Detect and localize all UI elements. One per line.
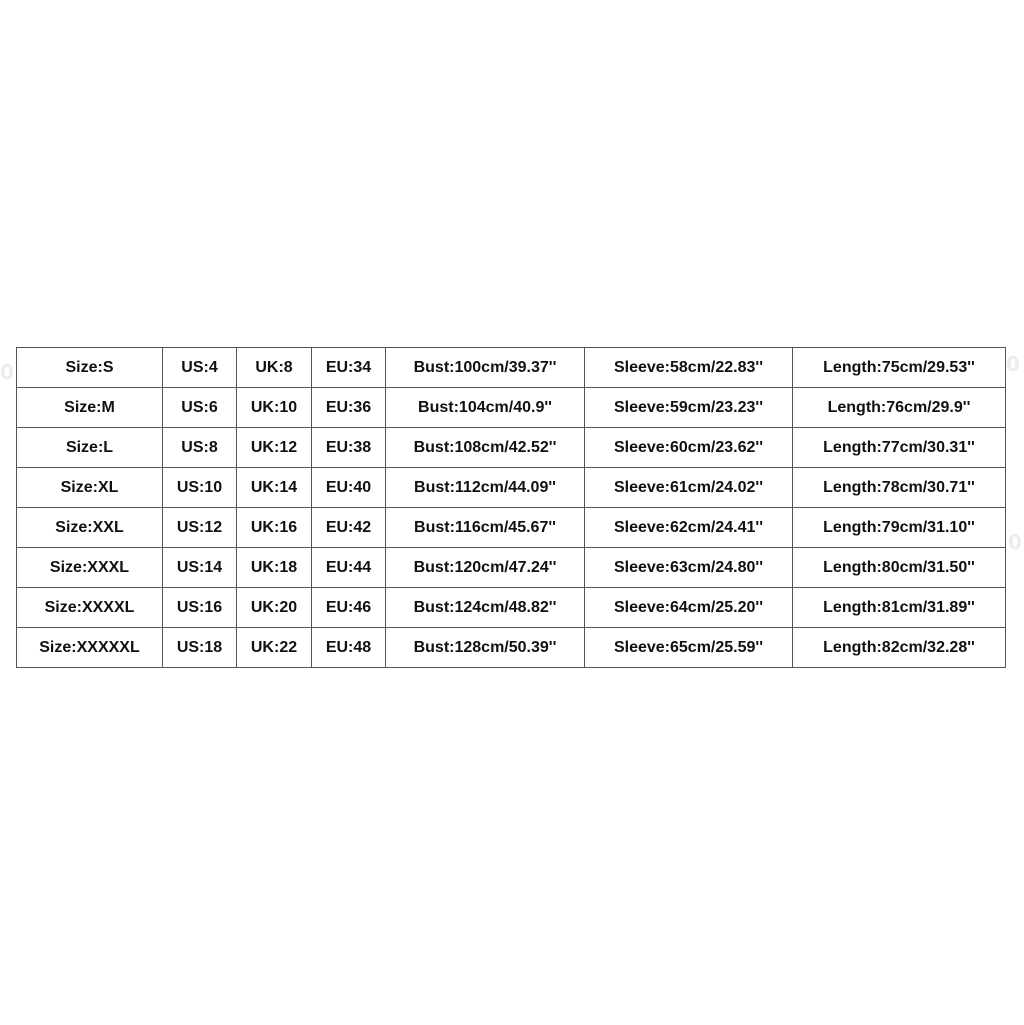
watermark-right: 0 <box>1008 530 1022 554</box>
cell-bust: Bust:104cm/40.9'' <box>386 388 585 428</box>
cell-size: Size:XXXXL <box>17 588 163 628</box>
cell-length: Length:78cm/30.71'' <box>793 468 1006 508</box>
table-row <box>17 588 1006 628</box>
cell-bust: Bust:120cm/47.24'' <box>386 548 585 588</box>
cell-eu: EU:46 <box>312 588 386 628</box>
cell-uk: UK:20 <box>237 588 312 628</box>
cell-length: Length:76cm/29.9'' <box>793 388 1006 428</box>
cell-us: US:16 <box>163 588 237 628</box>
cell-size: Size:L <box>17 428 163 468</box>
cell-bust: Bust:124cm/48.82'' <box>386 588 585 628</box>
table-row <box>17 348 1006 388</box>
size-chart-body <box>17 348 1006 668</box>
cell-uk: UK:16 <box>237 508 312 548</box>
cell-eu: EU:38 <box>312 428 386 468</box>
cell-length: Length:80cm/31.50'' <box>793 548 1006 588</box>
cell-uk: UK:12 <box>237 428 312 468</box>
cell-us: US:8 <box>163 428 237 468</box>
cell-size: Size:S <box>17 348 163 388</box>
cell-size: Size:XXXL <box>17 548 163 588</box>
cell-sleeve: Sleeve:65cm/25.59'' <box>585 628 793 668</box>
cell-us: US:14 <box>163 548 237 588</box>
cell-sleeve: Sleeve:63cm/24.80'' <box>585 548 793 588</box>
watermark-left: 0 <box>0 360 14 384</box>
table-row <box>17 628 1006 668</box>
cell-size: Size:XXL <box>17 508 163 548</box>
cell-uk: UK:10 <box>237 388 312 428</box>
cell-bust: Bust:116cm/45.67'' <box>386 508 585 548</box>
cell-uk: UK:14 <box>237 468 312 508</box>
cell-uk: UK:22 <box>237 628 312 668</box>
cell-length: Length:79cm/31.10'' <box>793 508 1006 548</box>
cell-eu: EU:48 <box>312 628 386 668</box>
cell-us: US:6 <box>163 388 237 428</box>
cell-sleeve: Sleeve:62cm/24.41'' <box>585 508 793 548</box>
size-chart-table <box>16 347 1006 668</box>
cell-eu: EU:42 <box>312 508 386 548</box>
cell-bust: Bust:128cm/50.39'' <box>386 628 585 668</box>
cell-length: Length:82cm/32.28'' <box>793 628 1006 668</box>
cell-length: Length:75cm/29.53'' <box>793 348 1006 388</box>
cell-eu: EU:40 <box>312 468 386 508</box>
cell-sleeve: Sleeve:61cm/24.02'' <box>585 468 793 508</box>
table-row <box>17 508 1006 548</box>
table-row <box>17 428 1006 468</box>
cell-sleeve: Sleeve:60cm/23.62'' <box>585 428 793 468</box>
cell-us: US:12 <box>163 508 237 548</box>
table-row <box>17 388 1006 428</box>
cell-size: Size:XXXXXL <box>17 628 163 668</box>
cell-length: Length:81cm/31.89'' <box>793 588 1006 628</box>
cell-eu: EU:34 <box>312 348 386 388</box>
cell-us: US:4 <box>163 348 237 388</box>
cell-bust: Bust:108cm/42.52'' <box>386 428 585 468</box>
cell-length: Length:77cm/30.31'' <box>793 428 1006 468</box>
cell-sleeve: Sleeve:58cm/22.83'' <box>585 348 793 388</box>
cell-sleeve: Sleeve:59cm/23.23'' <box>585 388 793 428</box>
cell-size: Size:M <box>17 388 163 428</box>
cell-eu: EU:44 <box>312 548 386 588</box>
cell-sleeve: Sleeve:64cm/25.20'' <box>585 588 793 628</box>
cell-uk: UK:8 <box>237 348 312 388</box>
cell-eu: EU:36 <box>312 388 386 428</box>
table-row <box>17 548 1006 588</box>
cell-us: US:18 <box>163 628 237 668</box>
watermark-right: 0 <box>1006 352 1020 376</box>
cell-bust: Bust:100cm/39.37'' <box>386 348 585 388</box>
cell-uk: UK:18 <box>237 548 312 588</box>
cell-size: Size:XL <box>17 468 163 508</box>
cell-us: US:10 <box>163 468 237 508</box>
cell-bust: Bust:112cm/44.09'' <box>386 468 585 508</box>
table-row <box>17 468 1006 508</box>
